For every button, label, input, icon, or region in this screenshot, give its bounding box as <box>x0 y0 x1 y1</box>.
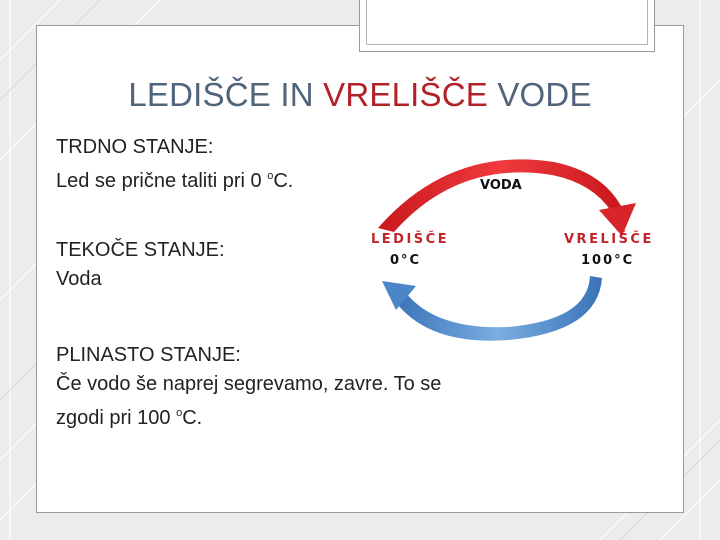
solid-state-sentence: Led se prične taliti pri 0 <box>56 170 268 192</box>
gas-state-sentence: zgodi pri 100 <box>56 407 177 429</box>
slide-title <box>0 76 720 114</box>
diagram-label-vrelisce: VRELIŠČE <box>564 232 654 247</box>
gas-state-line1: Če vodo še naprej segrevamo, zavre. To se <box>56 373 442 395</box>
liquid-state-block <box>56 236 225 294</box>
gas-degree-sup: o <box>176 407 183 419</box>
solid-unit: C. <box>273 170 294 192</box>
solid-state-text <box>56 162 293 196</box>
solid-degree-sup: o <box>267 170 274 182</box>
top-decorative-tab-inner <box>366 0 648 45</box>
blue-arrow-arc <box>394 276 602 341</box>
title-part-ledisce: LEDIŠČE <box>128 76 271 113</box>
title-part-in: IN <box>280 76 314 113</box>
liquid-state-heading: TEKOČE STANJE: <box>56 239 225 261</box>
diagram-label-ledisce: LEDIŠČE <box>371 232 450 247</box>
diagram-value-ledisce: 0°C <box>390 253 422 268</box>
solid-state-block <box>56 133 293 196</box>
top-decorative-tab <box>359 0 655 52</box>
solid-state-heading: TRDNO STANJE: <box>56 136 214 158</box>
water-cycle-diagram <box>340 150 680 350</box>
title-part-vode: VODE <box>497 76 592 113</box>
gas-state-line2 <box>56 399 441 433</box>
diagram-label-voda: VODA <box>480 178 522 193</box>
gas-state-block <box>56 341 441 433</box>
title-part-vrelisce: VRELIŠČE <box>323 76 488 113</box>
diagram-value-vrelisce: 100°C <box>581 253 635 268</box>
red-arrow-arc <box>378 159 621 232</box>
gas-unit: C. <box>182 407 203 429</box>
gas-state-heading: PLINASTO STANJE: <box>56 344 241 366</box>
liquid-state-text: Voda <box>56 268 102 290</box>
